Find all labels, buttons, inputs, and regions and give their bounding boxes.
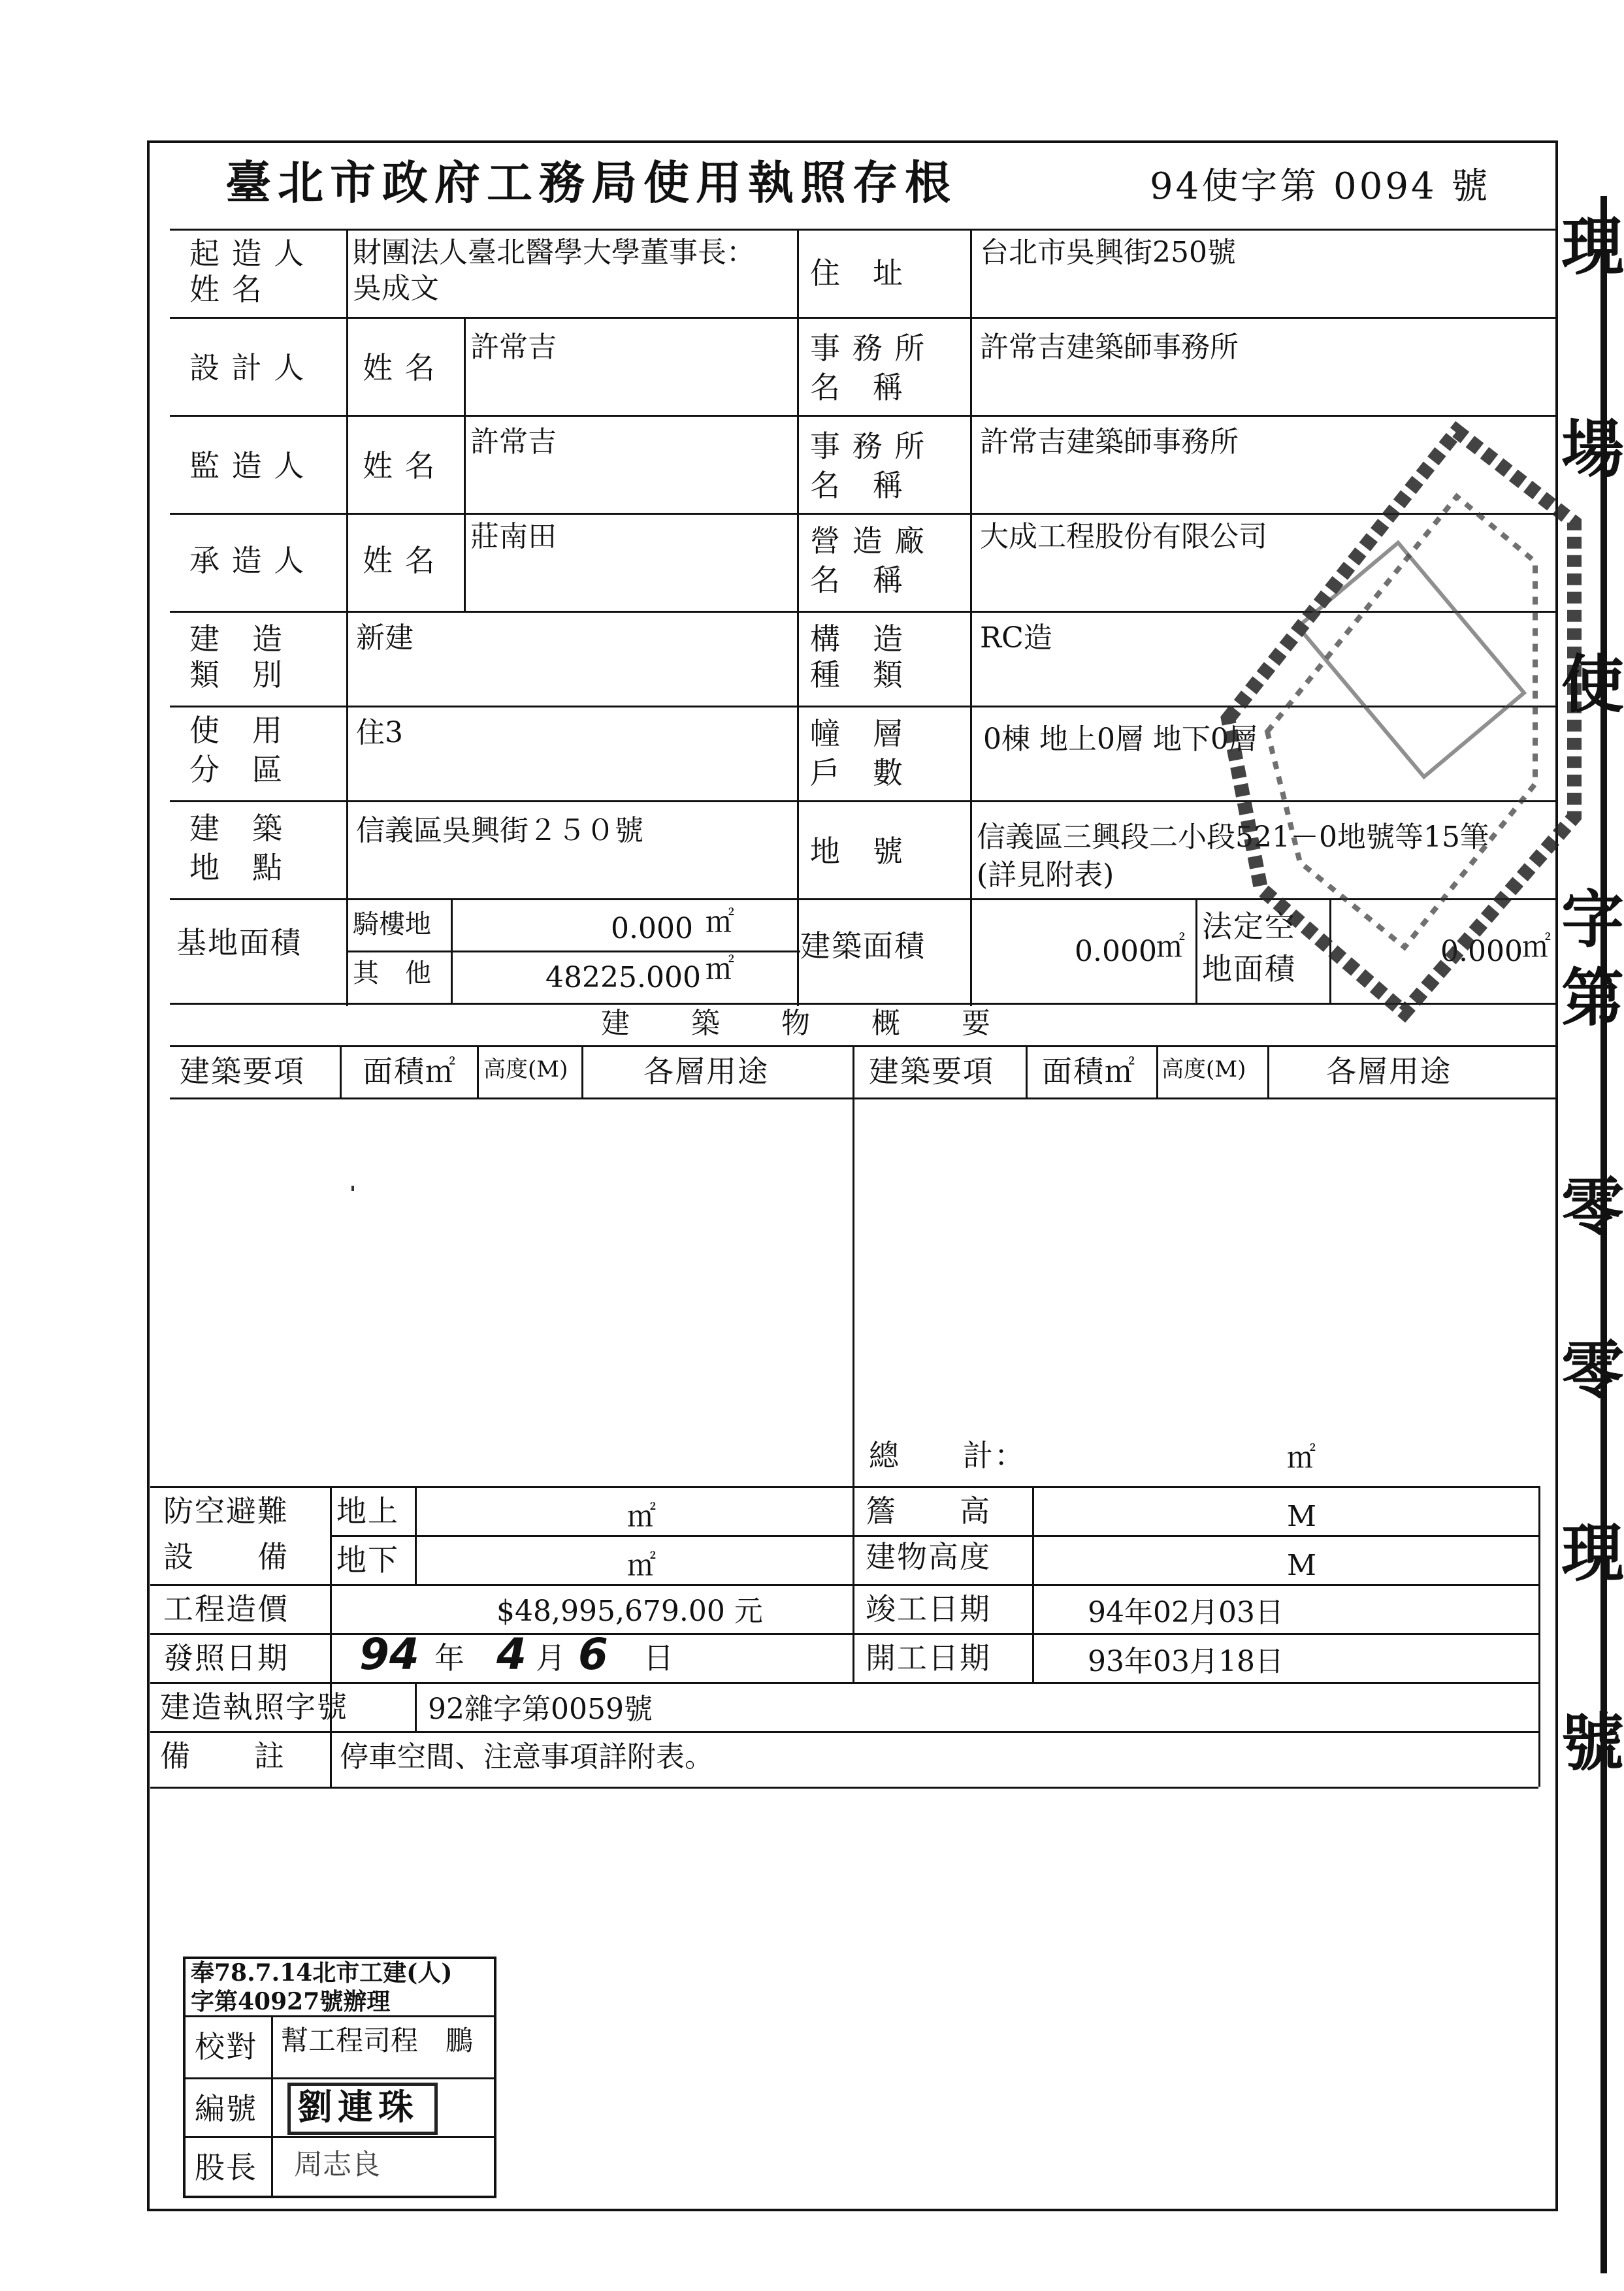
shelter-above-unit: ㎡ [627, 1500, 656, 1533]
location-label-2: 地 點 [189, 850, 284, 885]
margin-stamp-char: 現 [1561, 1516, 1624, 1590]
shelter-label-2: 設 備 [163, 1539, 289, 1574]
designer-name: 許常吉 [470, 331, 557, 364]
other-unit: ㎡ [706, 952, 734, 986]
remark-value: 停車空間、注意事項詳附表。 [340, 1740, 713, 1774]
stamp-check-value: 幫工程司程 鵬 [281, 2024, 474, 2056]
contractor-office-label-2: 名 稱 [810, 562, 904, 598]
summary-col-height-left: 高度(M) [483, 1056, 568, 1082]
shelter-label-1: 防空避難 [163, 1493, 289, 1529]
building-area-value: 0.000 [1075, 935, 1157, 968]
location-value: 信義區吳興街２５０號 [356, 814, 643, 847]
issue-date-label: 發照日期 [163, 1640, 289, 1676]
stamp-line-2: 字第40927號辦理 [191, 1988, 391, 2015]
issue-day: 6 [578, 1629, 608, 1680]
stamp-line-1: 奉78.7.14北市工建(人) [191, 1959, 453, 1987]
summary-col-use-left: 各層用途 [643, 1054, 769, 1089]
applicant-value-2: 吳成文 [353, 272, 439, 305]
remark-label: 備 註 [160, 1738, 285, 1774]
zoning-value: 住3 [356, 716, 403, 749]
designer-office-label-2: 名 稱 [810, 370, 904, 405]
form-title: 臺北市政府工務局使用執照存根 [225, 155, 957, 210]
margin-stamp-char: 字 [1561, 883, 1624, 956]
margin-stamp-char: 場 [1561, 412, 1624, 486]
lot-value-1: 信義區三興段二小段521－0地號等15筆 [977, 821, 1489, 854]
issue-day-suffix: 日 [643, 1640, 675, 1676]
speck [351, 1186, 354, 1191]
summary-col-item-right: 建築要項 [869, 1054, 994, 1089]
supervisor-name: 許常吉 [470, 425, 557, 459]
margin-stamp-char: 使 [1561, 647, 1624, 721]
supervisor-name-label: 姓 名 [363, 448, 436, 483]
issue-year-suffix: 年 [434, 1640, 466, 1676]
stamp-chief-label: 股長 [195, 2150, 257, 2185]
build-type-label-1: 建 造 [189, 621, 284, 657]
open-space-label-2: 地面積 [1202, 951, 1296, 986]
zoning-label-1: 使 用 [189, 713, 284, 748]
summary-col-item-left: 建築要項 [180, 1054, 305, 1089]
building-height-unit: M [1287, 1549, 1317, 1582]
designer-office: 許常吉建築師事務所 [980, 331, 1239, 364]
floors-value: 0棟 地上0層 地下0層 [983, 723, 1258, 756]
summary-col-area-right: 面積㎡ [1042, 1054, 1136, 1089]
applicant-label-2: 姓 名 [189, 272, 263, 307]
building-area-unit: ㎡ [1156, 930, 1185, 964]
permit-value: 92雜字第0059號 [428, 1693, 653, 1726]
supervisor-office-label-1: 事 務 所 [810, 429, 926, 464]
contractor-office-label-1: 營 造 廠 [810, 523, 926, 559]
start-date-label: 開工日期 [866, 1640, 991, 1676]
shelter-above-label: 地上 [336, 1493, 399, 1529]
issue-month: 4 [496, 1629, 527, 1680]
designer-label: 設 計 人 [189, 350, 306, 385]
total-label: 總 計： [869, 1438, 1026, 1473]
build-type-value: 新建 [356, 621, 414, 655]
shelter-below-label: 地下 [336, 1542, 399, 1578]
arcade-label: 騎樓地 [353, 909, 431, 939]
margin-stamp-char: 號 [1561, 1706, 1624, 1779]
completion-label: 竣工日期 [866, 1591, 991, 1627]
summary-col-use-right: 各層用途 [1326, 1054, 1452, 1089]
other-label: 其 他 [353, 958, 431, 988]
margin-stamp-char: 零 [1561, 1170, 1624, 1244]
applicant-value-1: 財團法人臺北醫學大學董事長： [353, 236, 755, 269]
issue-month-suffix: 月 [536, 1640, 567, 1676]
cost-label: 工程造價 [163, 1591, 289, 1627]
open-space-unit: ㎡ [1522, 930, 1551, 964]
open-space-label-1: 法定空 [1202, 909, 1296, 944]
summary-col-height-right: 高度(M) [1161, 1056, 1246, 1082]
issue-year: 94 [359, 1629, 419, 1680]
diagonal-stamp-smudge [1209, 392, 1574, 1013]
completion-value: 94年02月03日 [1088, 1596, 1284, 1629]
building-height-label: 建物高度 [866, 1539, 991, 1574]
stamp-number-value: 劉連珠 [297, 2086, 419, 2128]
building-area-label: 建築面積 [800, 928, 926, 964]
other-value: 48225.000 [545, 961, 701, 994]
address-label: 住 址 [810, 255, 904, 291]
permit-label: 建造執照字號 [160, 1689, 348, 1725]
designer-office-label-1: 事 務 所 [810, 331, 926, 366]
structure-value: RC造 [980, 621, 1052, 655]
designer-name-label: 姓 名 [363, 350, 436, 385]
contractor-name: 莊南田 [470, 520, 557, 553]
permit-number: 94使字第 0094 號 [1150, 165, 1491, 208]
supervisor-label: 監 造 人 [189, 448, 306, 483]
location-label-1: 建 築 [189, 811, 284, 846]
lot-label: 地 號 [810, 834, 904, 869]
contractor-name-label: 姓 名 [363, 543, 436, 578]
arcade-unit: ㎡ [706, 905, 734, 939]
floors-label-2: 戶 數 [810, 755, 904, 790]
lot-value-2: (詳見附表) [977, 858, 1114, 892]
start-date-value: 93年03月18日 [1088, 1645, 1284, 1678]
summary-title: 建 築 物 概 要 [601, 1007, 992, 1040]
eave-height-label: 簷 高 [866, 1493, 991, 1529]
stamp-chief-value: 周志良 [294, 2148, 380, 2181]
total-unit: ㎡ [1287, 1441, 1316, 1474]
structure-label-1: 構 造 [810, 621, 904, 657]
arcade-value: 0.000 [611, 912, 693, 945]
stamp-number-label: 編號 [195, 2091, 257, 2126]
build-type-label-2: 類 別 [189, 657, 284, 692]
eave-height-unit: M [1287, 1500, 1317, 1533]
summary-col-area-left: 面積㎡ [363, 1054, 457, 1089]
floors-label-1: 幢 層 [810, 716, 904, 751]
open-space-value: 0.000 [1440, 935, 1523, 968]
margin-stamp-char: 現 [1561, 210, 1624, 284]
cost-value: $48,995,679.00 元 [496, 1595, 763, 1628]
zoning-label-2: 分 區 [189, 752, 284, 787]
shelter-below-unit: ㎡ [627, 1549, 656, 1582]
site-area-label: 基地面積 [176, 925, 302, 960]
structure-label-2: 種 類 [810, 657, 904, 692]
supervisor-office-label-2: 名 稱 [810, 468, 904, 503]
contractor-office: 大成工程股份有限公司 [980, 520, 1267, 553]
contractor-label: 承 造 人 [189, 543, 306, 578]
applicant-label-1: 起 造 人 [189, 236, 306, 271]
margin-stamp-char: 第 [1561, 961, 1624, 1035]
margin-stamp-char: 零 [1561, 1333, 1624, 1407]
stamp-check-label: 校對 [195, 2029, 257, 2064]
supervisor-office: 許常吉建築師事務所 [980, 425, 1239, 459]
address-value: 台北市吳興街250號 [980, 236, 1236, 269]
